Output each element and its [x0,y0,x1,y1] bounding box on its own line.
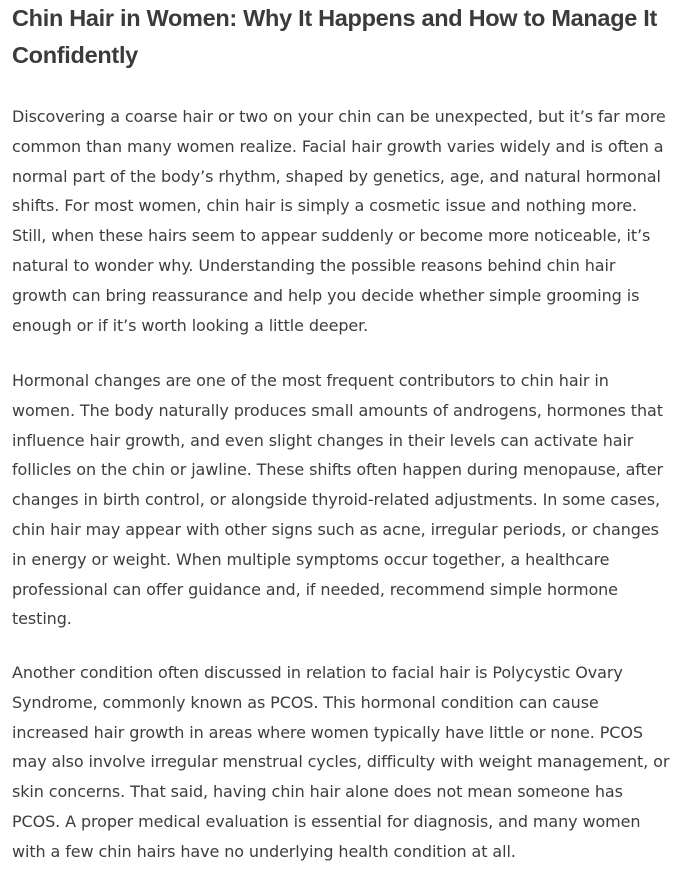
article-paragraph: Hormonal changes are one of the most frequent contributors to chin hair in women. The body naturally produces small amounts of androgens, hormones that influence hair growth, and even slight changes in their levels can activate hair follicles on the chin or jawline. These shifts often happen during menopause, after changes in birth control, or alongside thyroid-related adjustments. In some cases, chin hair may appear with other signs such as acne, irregular periods, or changes in energy or weight. When multiple symptoms occur together, a healthcare professional can offer guidance and, if needed, recommend simple hormone testing. [12,371,663,629]
article-paragraph: Discovering a coarse hair or two on your chin can be unexpected, but it’s far more common than many women realize. Facial hair growth varies widely and is often a normal part of the body’s rhythm, shaped by genetics, age, and natural hormonal shifts. For most women, chin hair is simply a cosmetic issue and nothing more. Still, when these hairs seem to appear suddenly or become more noticeable, it’s natural to wonder why. Understanding the possible reasons behind chin hair growth can bring reassurance and help you decide whether simple grooming is enough or if it’s worth looking a little deeper. [12,107,666,335]
article [12,0,672,861]
article-paragraph: Another condition often discussed in relation to facial hair is Polycystic Ovary Syndrome, commonly known as PCOS. This hormonal condition can cause increased hair growth in areas where women typically have little or none. PCOS may also involve irregular menstrual cycles, difficulty with weight management, or skin concerns. That said, having chin hair alone does not mean someone has PCOS. A proper medical evaluation is essential for diagnosis, and many women with a few chin hairs have no underlying health condition at all. [12,663,670,861]
article-title: Chin Hair in Women: Why It Happens and How to Manage It Confidently [12,5,658,68]
